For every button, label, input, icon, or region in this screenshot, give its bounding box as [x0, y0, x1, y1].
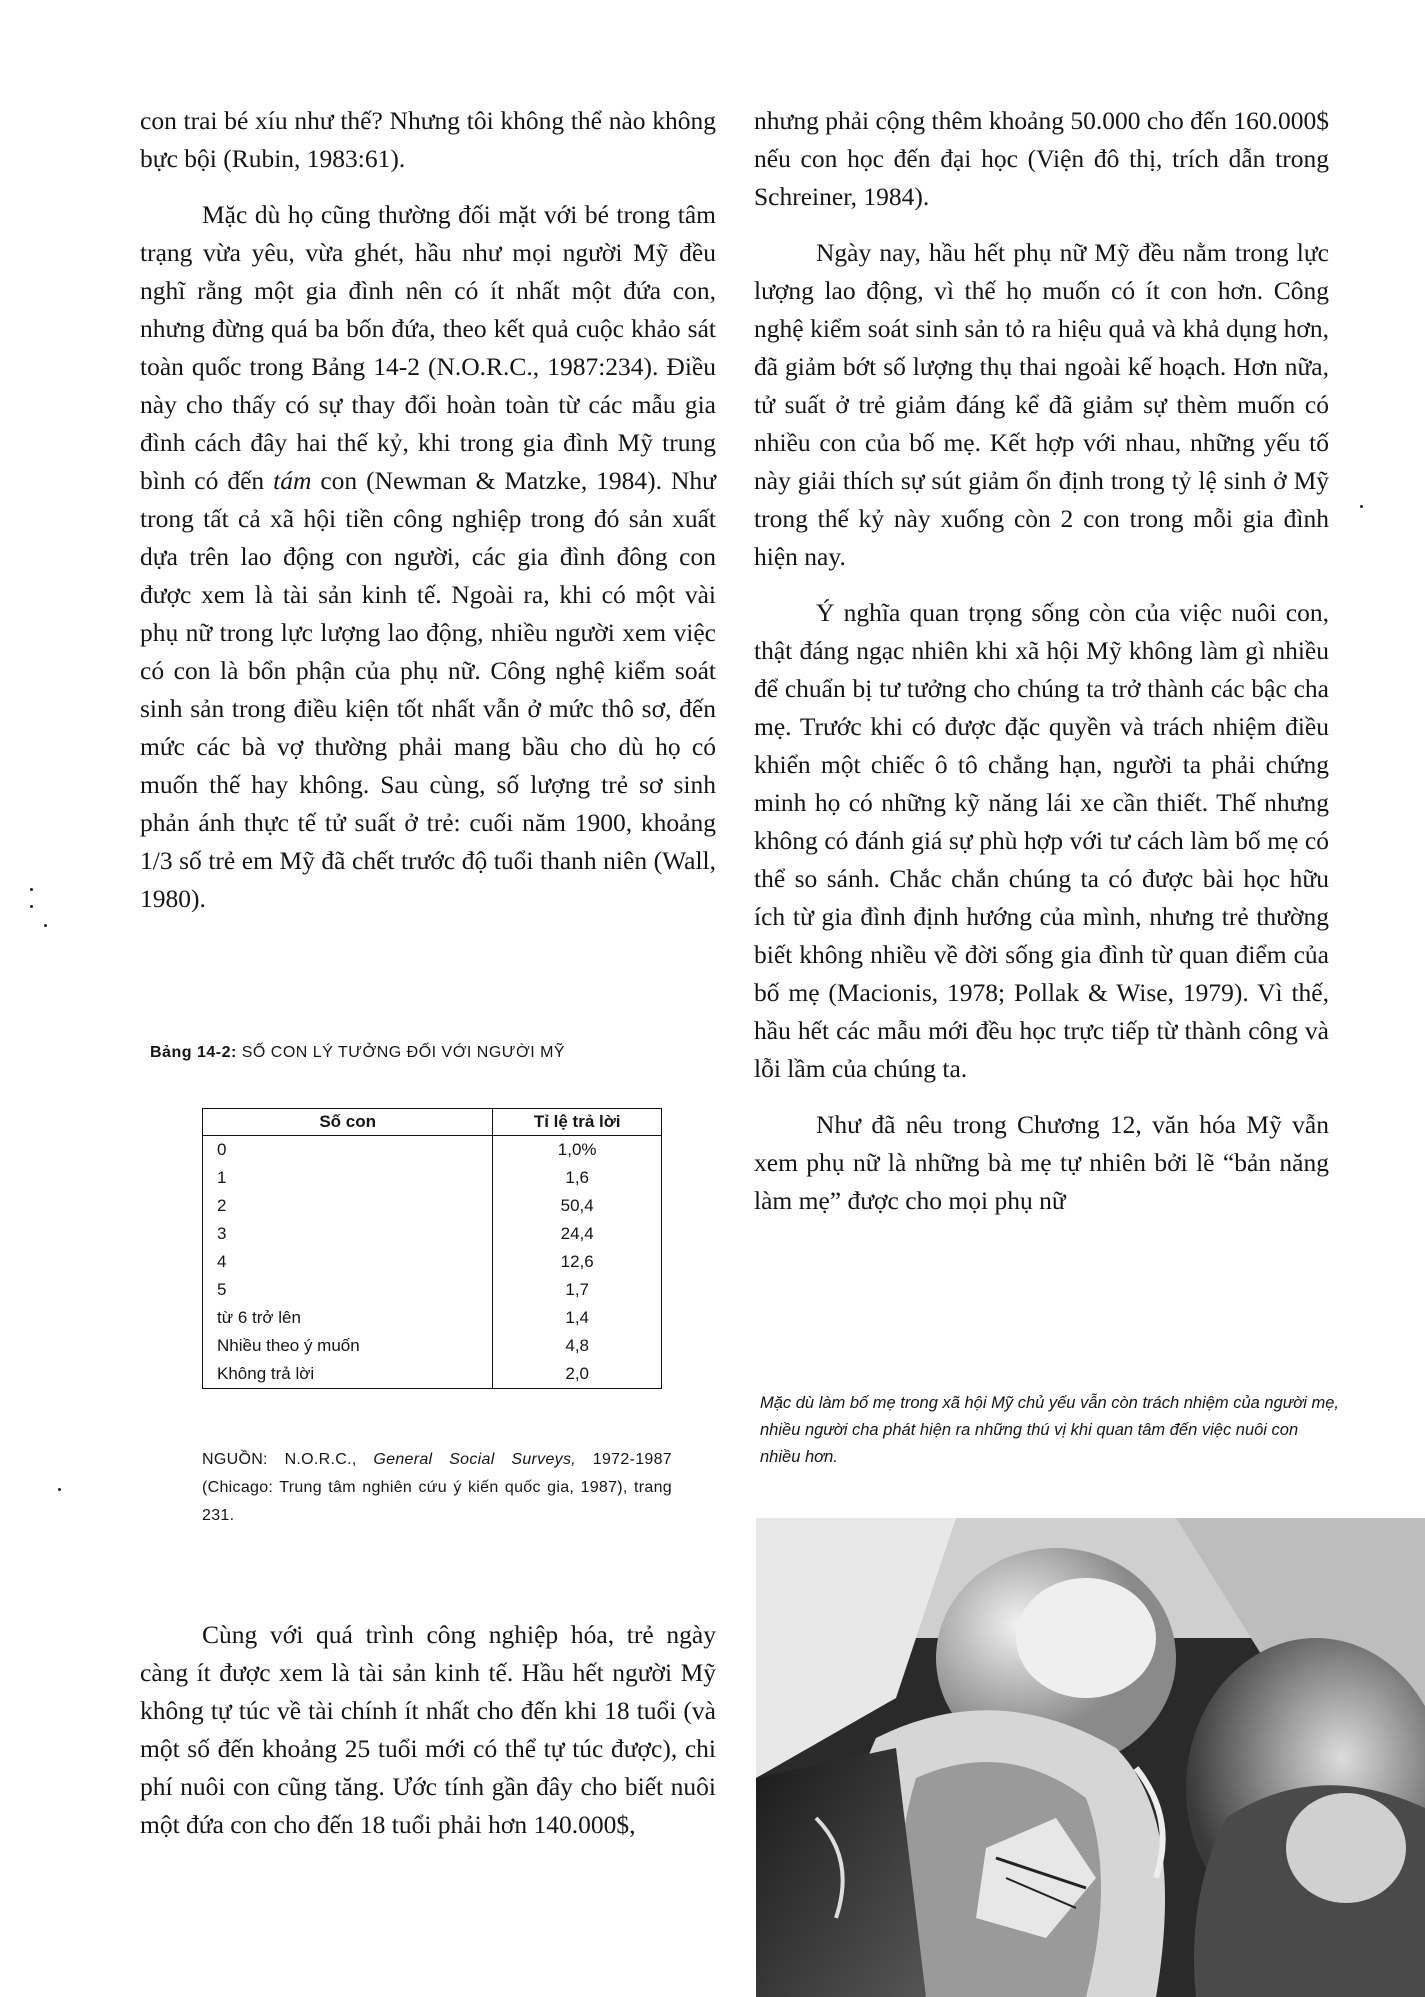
table-cell-response-rate: 4,8	[493, 1332, 662, 1360]
table-cell-response-rate: 2,0	[493, 1360, 662, 1389]
scan-mark	[1360, 505, 1363, 508]
table-cell-children: 0	[217, 1140, 227, 1159]
table-cell-response-rate: 50,4	[493, 1192, 662, 1220]
table-row	[203, 1192, 662, 1220]
table-row	[203, 1332, 662, 1360]
table-cell-children: Không trả lời	[217, 1364, 315, 1383]
table-cell-children: 2	[217, 1196, 227, 1215]
table-body	[203, 1136, 662, 1389]
left-paragraph-1: con trai bé xíu như thế? Nhưng tôi không thể nào không bực bội (Rubin, 1983:61).	[140, 106, 716, 173]
table-row	[203, 1136, 662, 1165]
table-cell-response-rate: 12,6	[493, 1248, 662, 1276]
scan-mark	[44, 924, 47, 927]
table-header-children: Số con	[203, 1109, 493, 1136]
table-cell-children: từ 6 trở lên	[217, 1308, 301, 1327]
table-source-part-a: NGUỒN: N.O.R.C.,	[202, 1451, 374, 1468]
scan-mark	[58, 1488, 61, 1491]
table-header-row	[203, 1109, 662, 1136]
left-paragraph-2	[140, 196, 716, 918]
table-cell-children: Nhiều theo ý muốn	[217, 1336, 360, 1355]
table-cell-children: 5	[217, 1280, 227, 1299]
table-source-part-b: 1972-1987 (Chicago: Trung tâm nghiên cứu ý kiến quốc gia, 1987), trang 231.	[202, 1451, 672, 1524]
table-cell-response-rate: 1,7	[493, 1276, 662, 1304]
table-cell-children: 4	[217, 1252, 227, 1271]
table-row	[203, 1304, 662, 1332]
right-paragraph-4: Như đã nêu trong Chương 12, văn hóa Mỹ vẫn xem phụ nữ là những bà mẹ tự nhiên bởi lẽ “bản năng làm mẹ” được cho mọi phụ nữ	[754, 1110, 1329, 1215]
table-cell-response-rate: 1,0%	[493, 1136, 662, 1165]
table-caption-text: SỐ CON LÝ TƯỞNG ĐỐI VỚI NGƯỜI MỸ	[236, 1044, 566, 1061]
right-paragraph-1: nhưng phải cộng thêm khoảng 50.000 cho đến 160.000$ nếu con học đến đại học (Viện đô thị, trích dẫn trong Schreiner, 1984).	[754, 106, 1329, 211]
table-header-response-rate: Tỉ lệ trả lời	[493, 1109, 662, 1136]
left-paragraph-2-emphasis: tám	[273, 466, 312, 495]
table-caption-label: Bảng 14-2:	[150, 1044, 237, 1061]
left-column	[140, 102, 716, 918]
table-cell-children: 3	[217, 1224, 227, 1243]
table-row	[203, 1164, 662, 1192]
table-source-title: General Social Surveys,	[373, 1451, 576, 1468]
father-child-photo	[756, 1518, 1425, 1997]
right-column	[754, 102, 1329, 1220]
right-paragraph-2: Ngày nay, hầu hết phụ nữ Mỹ đều nằm trong lực lượng lao động, vì thế họ muốn có ít con hơn. Công nghệ kiểm soát sinh sản tỏ ra hiệu quả và khả dụng hơn, đã giảm bớt số lượng thụ thai ngoài kế hoạch. Hơn nữa, tử suất ở trẻ giảm đáng kể đã giảm sự thèm muốn có nhiều con của bố mẹ. Kết hợp với nhau, những yếu tố này giải thích sự sút giảm ổn định trong tỷ lệ sinh ở Mỹ trong thế kỷ này xuống còn 2 con trong mỗi gia đình hiện nay.	[754, 238, 1329, 571]
table-cell-children: 1	[217, 1168, 227, 1187]
table-row	[203, 1276, 662, 1304]
left-paragraph-3: Cùng với quá trình công nghiệp hóa, trẻ ngày càng ít được xem là tài sản kinh tế. Hầu hết người Mỹ không tự túc về tài chính ít nhất cho đến khi 18 tuổi (và một số đến khoảng 25 tuổi mới có thể tự túc được), chi phí nuôi con cũng tăng. Ước tính gần đây cho biết nuôi một đứa con cho đến 18 tuổi phải hơn 140.000$,	[140, 1620, 716, 1839]
right-paragraph-3: Ý nghĩa quan trọng sống còn của việc nuôi con, thật đáng ngạc nhiên khi xã hội Mỹ không làm gì nhiều để chuẩn bị tư tưởng cho chúng ta trở thành các bậc cha mẹ. Trước khi có được đặc quyền và trách nhiệm điều khiển một chiếc ô tô chẳng hạn, người ta phải chứng minh họ có những kỹ năng lái xe cần thiết. Thế nhưng không có đánh giá sự phù hợp với tư cách làm bố mẹ có thể so sánh. Chắc chắn chúng ta có được bài học hữu ích từ gia đình định hướng của mình, nhưng trẻ thường biết không nhiều về đời sống gia đình từ quan điểm của bố mẹ (Macionis, 1978; Pollak & Wise, 1979). Vì thế, hầu hết các mẫu mới đều học trực tiếp từ thành công và lỗi lầm của chúng ta.	[754, 598, 1329, 1083]
left-column-bottom	[140, 1616, 716, 1844]
left-paragraph-2-part-a: Mặc dù họ cũng thường đối mặt với bé trong tâm trạng vừa yêu, vừa ghét, hầu như mọi người Mỹ đều nghĩ rằng một gia đình nên có ít nhất một đứa con, nhưng đừng quá ba bốn đứa, theo kết quả cuộc khảo sát toàn quốc trong Bảng 14-2 (N.O.R.C., 1987:234). Điều này cho thấy có sự thay đổi hoàn toàn từ các mẫu gia đình cách đây hai thế kỷ, khi trong gia đình Mỹ trung bình có đến	[140, 200, 716, 495]
scan-mark	[30, 888, 33, 891]
table-cell-response-rate: 1,6	[493, 1164, 662, 1192]
scan-mark	[30, 905, 33, 908]
table-row	[203, 1220, 662, 1248]
ideal-children-table	[202, 1108, 662, 1389]
table-cell-response-rate: 24,4	[493, 1220, 662, 1248]
table-caption	[150, 1044, 710, 1062]
table-cell-response-rate: 1,4	[493, 1304, 662, 1332]
table-row	[203, 1360, 662, 1389]
left-paragraph-2-part-b: con (Newman & Matzke, 1984). Như trong tất cả xã hội tiền công nghiệp trong đó sản xuất dựa trên lao động con người, các gia đình đông con được xem là tài sản kinh tế. Ngoài ra, khi có một vài phụ nữ trong lực lượng lao động, nhiều người xem việc có con là bổn phận của phụ nữ. Công nghệ kiểm soát sinh sản trong điều kiện tốt nhất vẫn ở mức thô sơ, đến mức các bà vợ thường phải mang bầu cho dù họ có muốn thế hay không. Sau cùng, số lượng trẻ sơ sinh phản ánh thực tế tử suất ở trẻ: cuối năm 1900, khoảng 1/3 số trẻ em Mỹ đã chết trước độ tuổi thanh niên (Wall, 1980).	[140, 466, 716, 913]
table-source-note	[202, 1446, 672, 1530]
table-row	[203, 1248, 662, 1276]
photo-caption: Mặc dù làm bố mẹ trong xã hội Mỹ chủ yếu vẫn còn trách nhiệm của người mẹ, nhiều người cha phát hiện ra những thú vị khi quan tâm đến việc nuôi con nhiều hơn.	[760, 1394, 1339, 1466]
